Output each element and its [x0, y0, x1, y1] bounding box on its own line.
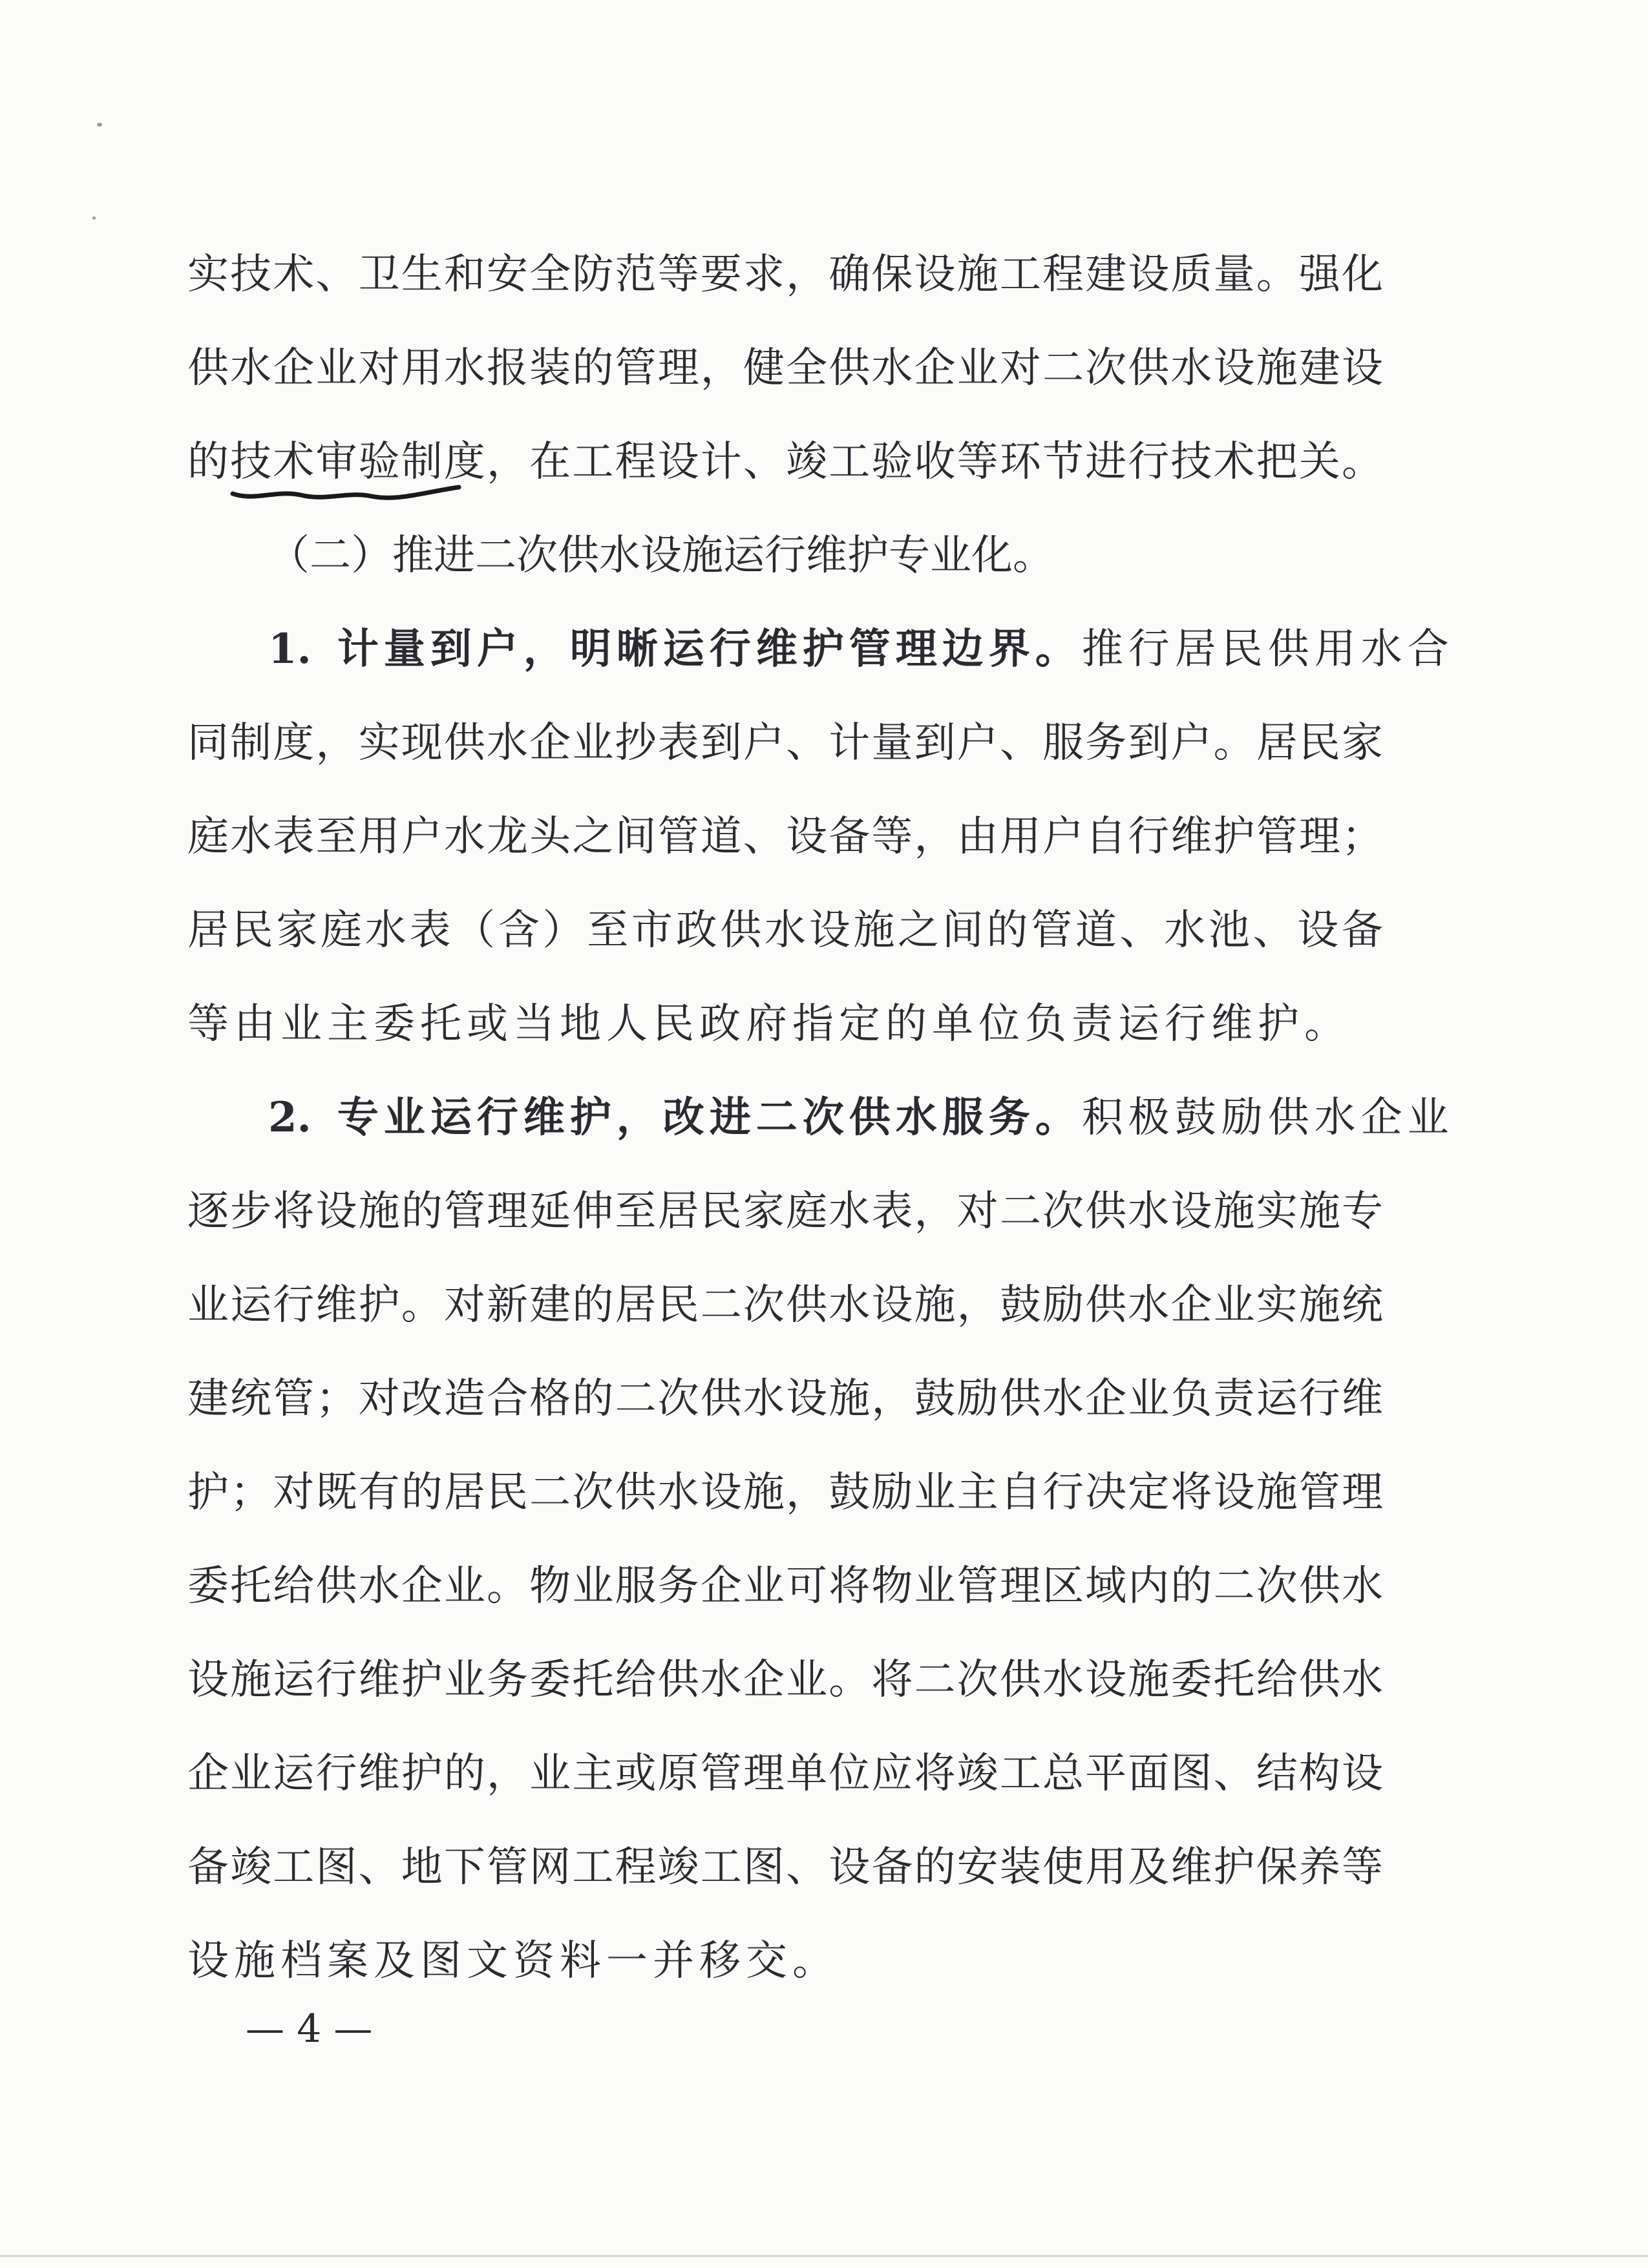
paragraph-line: 庭水表至用户水龙头之间管道、设备等，由用户自行维护管理； [187, 813, 1383, 861]
item-2-first-line [268, 1092, 1454, 1144]
item-1-text: 推行居民供用水合 [1081, 625, 1454, 673]
paragraph-line: 供水企业对用水报装的管理，健全供水企业对二次供水设施建设 [187, 344, 1383, 392]
page-number: — 4 — [246, 2006, 373, 2052]
handwritten-underline [229, 479, 462, 505]
paragraph-line: 实技术、卫生和安全防范等要求，确保设施工程建设质量。强化 [187, 251, 1383, 299]
paragraph-line: 护；对既有的居民二次供水设施，鼓励业主自行决定将设施管理 [187, 1469, 1383, 1517]
scan-edge-line [0, 2255, 1648, 2257]
paragraph-line: 等由业主委托或当地人民政府指定的单位负责运行维护。 [187, 1000, 1351, 1048]
item-1-title: 计量到户，明晰运行维护管理边界。 [337, 625, 1082, 673]
paragraph-line: 业运行维护。对新建的居民二次供水设施，鼓励供水企业实施统 [187, 1281, 1383, 1329]
item-2-text: 积极鼓励供水企业 [1081, 1094, 1454, 1142]
paragraph-line: 的技术审验制度，在工程设计、竣工验收等环节进行技术把关。 [187, 438, 1383, 486]
paragraph-line: 企业运行维护的，业主或原管理单位应将竣工总平面图、结构设 [187, 1750, 1383, 1798]
paragraph-line: 备竣工图、地下管网工程竣工图、设备的安装使用及维护保养等 [187, 1843, 1383, 1891]
paragraph-line: 居民家庭水表（含）至市政供水设施之间的管道、水池、设备 [187, 907, 1383, 954]
paragraph-line: 同制度，实现供水企业抄表到户、计量到户、服务到户。居民家 [187, 719, 1383, 767]
item-2-number: 2. [268, 1093, 312, 1142]
scan-speck [97, 123, 102, 127]
item-2-title: 专业运行维护，改进二次供水服务。 [337, 1093, 1082, 1142]
item-1-number: 1. [268, 625, 312, 673]
paragraph-line: 逐步将设施的管理延伸至居民家庭水表，对二次供水设施实施专 [187, 1188, 1383, 1235]
paragraph-line: 设施运行维护业务委托给供水企业。将二次供水设施委托给供水 [187, 1656, 1383, 1704]
scan-speck [92, 216, 96, 220]
paragraph-line: 委托给供水企业。物业服务企业可将物业管理区域内的二次供水 [187, 1562, 1383, 1610]
paragraph-line: 建统管；对改造合格的二次供水设施，鼓励供水企业负责运行维 [187, 1375, 1383, 1423]
section-heading: （二）推进二次供水设施运行维护专业化。 [268, 532, 1054, 580]
paragraph-line: 设施档案及图文资料一并移交。 [187, 1937, 839, 1985]
item-1-first-line [268, 624, 1454, 675]
